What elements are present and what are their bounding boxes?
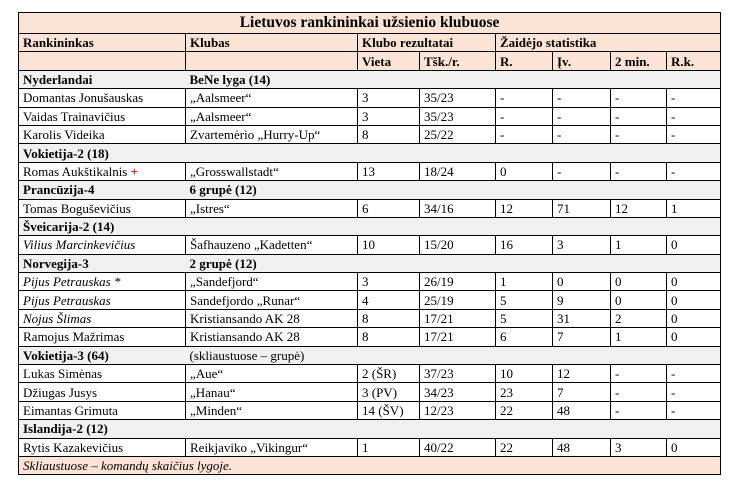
points-cell: 34/16: [420, 199, 496, 217]
group-row: [19, 420, 721, 438]
club-cell: Kristiansando AK 28: [186, 328, 358, 346]
two-min-cell: -: [611, 365, 667, 383]
goals-cell: -: [553, 162, 611, 180]
club-cell: Reikjaviko „Vikingur“: [186, 438, 358, 456]
place-cell: 8: [358, 328, 420, 346]
group-row: [19, 217, 721, 235]
red-cards-cell: -: [667, 107, 721, 125]
player-name-cell: [19, 328, 186, 346]
player-name: Domantas Jonušauskas: [23, 90, 144, 106]
player-name-cell: [19, 309, 186, 327]
player-name-cell: [19, 89, 186, 107]
lithuanian-players-table: [18, 12, 721, 475]
points-cell: 18/24: [420, 162, 496, 180]
points-cell: 35/23: [420, 89, 496, 107]
goals-cell: 3: [553, 236, 611, 254]
two-min-cell: 0: [611, 291, 667, 309]
player-name-cell: [19, 199, 186, 217]
group-filler: [358, 181, 721, 199]
header-player: Rankininkas: [19, 34, 186, 52]
goals-cell: 9: [553, 291, 611, 309]
goals-cell: 31: [553, 309, 611, 327]
matches-cell: 10: [496, 365, 553, 383]
two-min-cell: 12: [611, 199, 667, 217]
group-row: [19, 346, 721, 364]
group-league: BeNe lyga (14): [186, 70, 358, 88]
group-filler: [358, 346, 721, 364]
matches-cell: 12: [496, 199, 553, 217]
club-cell: Kristiansando AK 28: [186, 309, 358, 327]
matches-cell: 1: [496, 273, 553, 291]
footnote-row: [19, 456, 721, 474]
points-cell: 40/22: [420, 438, 496, 456]
player-name: Nojus Šlimas: [23, 311, 92, 327]
table-row: [19, 291, 721, 309]
header-matches: R.: [496, 52, 553, 70]
place-cell: 13: [358, 162, 420, 180]
table-title: Lietuvos rankininkai užsienio klubuose: [19, 13, 721, 34]
red-cards-cell: -: [667, 89, 721, 107]
player-name: Ramojus Mažrimas: [23, 329, 125, 345]
points-cell: 37/23: [420, 365, 496, 383]
player-name-cell: [19, 401, 186, 419]
player-name-cell: [19, 365, 186, 383]
red-cards-cell: 0: [667, 291, 721, 309]
place-cell: 3: [358, 107, 420, 125]
place-cell: 10: [358, 236, 420, 254]
group-country: Nyderlandai: [19, 70, 186, 88]
player-name: Romas Aukštikalnis: [23, 163, 128, 179]
table-row: [19, 125, 721, 143]
matches-cell: -: [496, 125, 553, 143]
two-min-cell: -: [611, 89, 667, 107]
table-row: [19, 383, 721, 401]
group-filler: [358, 144, 721, 162]
group-filler: [358, 254, 721, 272]
goals-cell: 12: [553, 365, 611, 383]
header-row-2: [19, 52, 721, 70]
header-player-stats: Žaidėjo statistika: [496, 34, 721, 52]
footnote: Skliaustuose – komandų skaičius lygoje.: [19, 456, 721, 474]
matches-cell: 6: [496, 328, 553, 346]
club-cell: „Istres“: [186, 199, 358, 217]
group-country: Norvegija-3: [19, 254, 186, 272]
table-row: [19, 162, 721, 180]
place-cell: 14 (ŠV): [358, 401, 420, 419]
place-cell: 2 (ŠR): [358, 365, 420, 383]
header-club: Klubas: [186, 34, 358, 52]
table-row: [19, 328, 721, 346]
player-name-cell: [19, 291, 186, 309]
matches-cell: 5: [496, 291, 553, 309]
matches-cell: -: [496, 89, 553, 107]
header-goals: Įv.: [553, 52, 611, 70]
points-cell: 26/19: [420, 273, 496, 291]
table-row: [19, 89, 721, 107]
points-cell: 25/22: [420, 125, 496, 143]
header-row-1: [19, 34, 721, 52]
goals-cell: 7: [553, 383, 611, 401]
two-min-cell: 1: [611, 328, 667, 346]
table-title-row: [19, 13, 721, 34]
place-cell: 3 (PV): [358, 383, 420, 401]
player-name: Vaidas Trainavičius: [23, 108, 126, 124]
table-row: [19, 273, 721, 291]
two-min-cell: 2: [611, 309, 667, 327]
red-cards-cell: -: [667, 383, 721, 401]
player-name-cell: [19, 125, 186, 143]
group-filler: [358, 420, 721, 438]
group-country: Vokietija-2 (18): [19, 144, 186, 162]
group-filler: [358, 70, 721, 88]
club-cell: „Aalsmeer“: [186, 89, 358, 107]
goals-cell: 48: [553, 401, 611, 419]
player-name-cell: [19, 438, 186, 456]
group-country: Islandija-2 (12): [19, 420, 186, 438]
table-row: [19, 309, 721, 327]
player-name-cell: [19, 236, 186, 254]
player-name-cell: [19, 383, 186, 401]
red-cards-cell: 1: [667, 199, 721, 217]
two-min-cell: 0: [611, 273, 667, 291]
two-min-cell: -: [611, 107, 667, 125]
red-cards-cell: 0: [667, 236, 721, 254]
points-cell: 25/19: [420, 291, 496, 309]
goals-cell: 0: [553, 273, 611, 291]
table-row: [19, 107, 721, 125]
standings-table-container: [18, 12, 720, 475]
matches-cell: 5: [496, 309, 553, 327]
header-red-cards: R.k.: [667, 52, 721, 70]
club-cell: „Grosswallstadt“: [186, 162, 358, 180]
group-league: [186, 420, 358, 438]
player-name: Lukas Simėnas: [23, 366, 103, 382]
matches-cell: 22: [496, 401, 553, 419]
header-blank-1: [19, 52, 186, 70]
player-name: Vilius Marcinkevičius: [23, 237, 136, 253]
player-name: Eimantas Grimuta: [23, 403, 118, 418]
player-name: Pijus Petrauskas *: [23, 274, 121, 290]
red-cards-cell: 0: [667, 309, 721, 327]
points-cell: 12/23: [420, 401, 496, 419]
goals-cell: 71: [553, 199, 611, 217]
two-min-cell: -: [611, 162, 667, 180]
goals-cell: -: [553, 89, 611, 107]
header-blank-2: [186, 52, 358, 70]
points-cell: 34/23: [420, 383, 496, 401]
group-country: Prancūzija-4: [19, 181, 186, 199]
goals-cell: -: [553, 107, 611, 125]
group-row: [19, 144, 721, 162]
group-country: Šveicarija-2 (14): [19, 217, 186, 235]
two-min-cell: -: [611, 125, 667, 143]
group-league: 6 grupė (12): [186, 181, 358, 199]
club-cell: „Minden“: [186, 401, 358, 419]
table-row: [19, 401, 721, 419]
place-cell: 4: [358, 291, 420, 309]
player-name-cell: [19, 107, 186, 125]
table-row: [19, 365, 721, 383]
matches-cell: 0: [496, 162, 553, 180]
club-cell: „Aue“: [186, 365, 358, 383]
red-cards-cell: -: [667, 401, 721, 419]
player-name: Džiugas Jusys: [23, 384, 98, 400]
two-min-cell: -: [611, 401, 667, 419]
two-min-cell: -: [611, 383, 667, 401]
points-cell: 17/21: [420, 309, 496, 327]
goals-cell: 7: [553, 328, 611, 346]
player-name: Rytis Kazakevičius: [23, 439, 124, 455]
matches-cell: -: [496, 107, 553, 125]
matches-cell: 16: [496, 236, 553, 254]
place-cell: 3: [358, 273, 420, 291]
player-name: Karolis Videika: [23, 127, 105, 143]
red-cards-cell: -: [667, 125, 721, 143]
club-cell: „Hanau“: [186, 383, 358, 401]
player-name-cell: [19, 162, 186, 180]
matches-cell: 22: [496, 438, 553, 456]
points-cell: 15/20: [420, 236, 496, 254]
goals-cell: -: [553, 125, 611, 143]
plus-marker: +: [130, 163, 139, 179]
group-league: 2 grupė (12): [186, 254, 358, 272]
group-league: (skliaustuose – grupė): [186, 346, 358, 364]
group-league: [186, 217, 358, 235]
group-league: [186, 144, 358, 162]
header-club-results: Klubo rezultatai: [358, 34, 496, 52]
club-cell: Zvartemėrio „Hurry-Up“: [186, 125, 358, 143]
two-min-cell: 3: [611, 438, 667, 456]
club-cell: Sandefjordo „Runar“: [186, 291, 358, 309]
header-place: Vieta: [358, 52, 420, 70]
group-row: [19, 70, 721, 88]
group-row: [19, 254, 721, 272]
club-cell: Šafhauzeno „Kadetten“: [186, 236, 358, 254]
place-cell: 3: [358, 89, 420, 107]
red-cards-cell: 0: [667, 438, 721, 456]
group-filler: [358, 217, 721, 235]
player-name: Pijus Petrauskas: [23, 292, 111, 308]
matches-cell: 23: [496, 383, 553, 401]
club-cell: „Aalsmeer“: [186, 107, 358, 125]
club-cell: „Sandefjord“: [186, 273, 358, 291]
place-cell: 8: [358, 125, 420, 143]
header-points: Tšk./r.: [420, 52, 496, 70]
table-row: [19, 236, 721, 254]
two-min-cell: 1: [611, 236, 667, 254]
points-cell: 35/23: [420, 107, 496, 125]
header-two-min: 2 min.: [611, 52, 667, 70]
goals-cell: 48: [553, 438, 611, 456]
player-name-cell: [19, 273, 186, 291]
player-name: Tomas Boguševičius: [23, 200, 131, 216]
table-row: [19, 438, 721, 456]
table-row: [19, 199, 721, 217]
place-cell: 6: [358, 199, 420, 217]
points-cell: 17/21: [420, 328, 496, 346]
place-cell: 1: [358, 438, 420, 456]
red-cards-cell: 0: [667, 273, 721, 291]
group-country: Vokietija-3 (64): [19, 346, 186, 364]
place-cell: 8: [358, 309, 420, 327]
group-row: [19, 181, 721, 199]
red-cards-cell: -: [667, 162, 721, 180]
red-cards-cell: -: [667, 365, 721, 383]
red-cards-cell: 0: [667, 328, 721, 346]
